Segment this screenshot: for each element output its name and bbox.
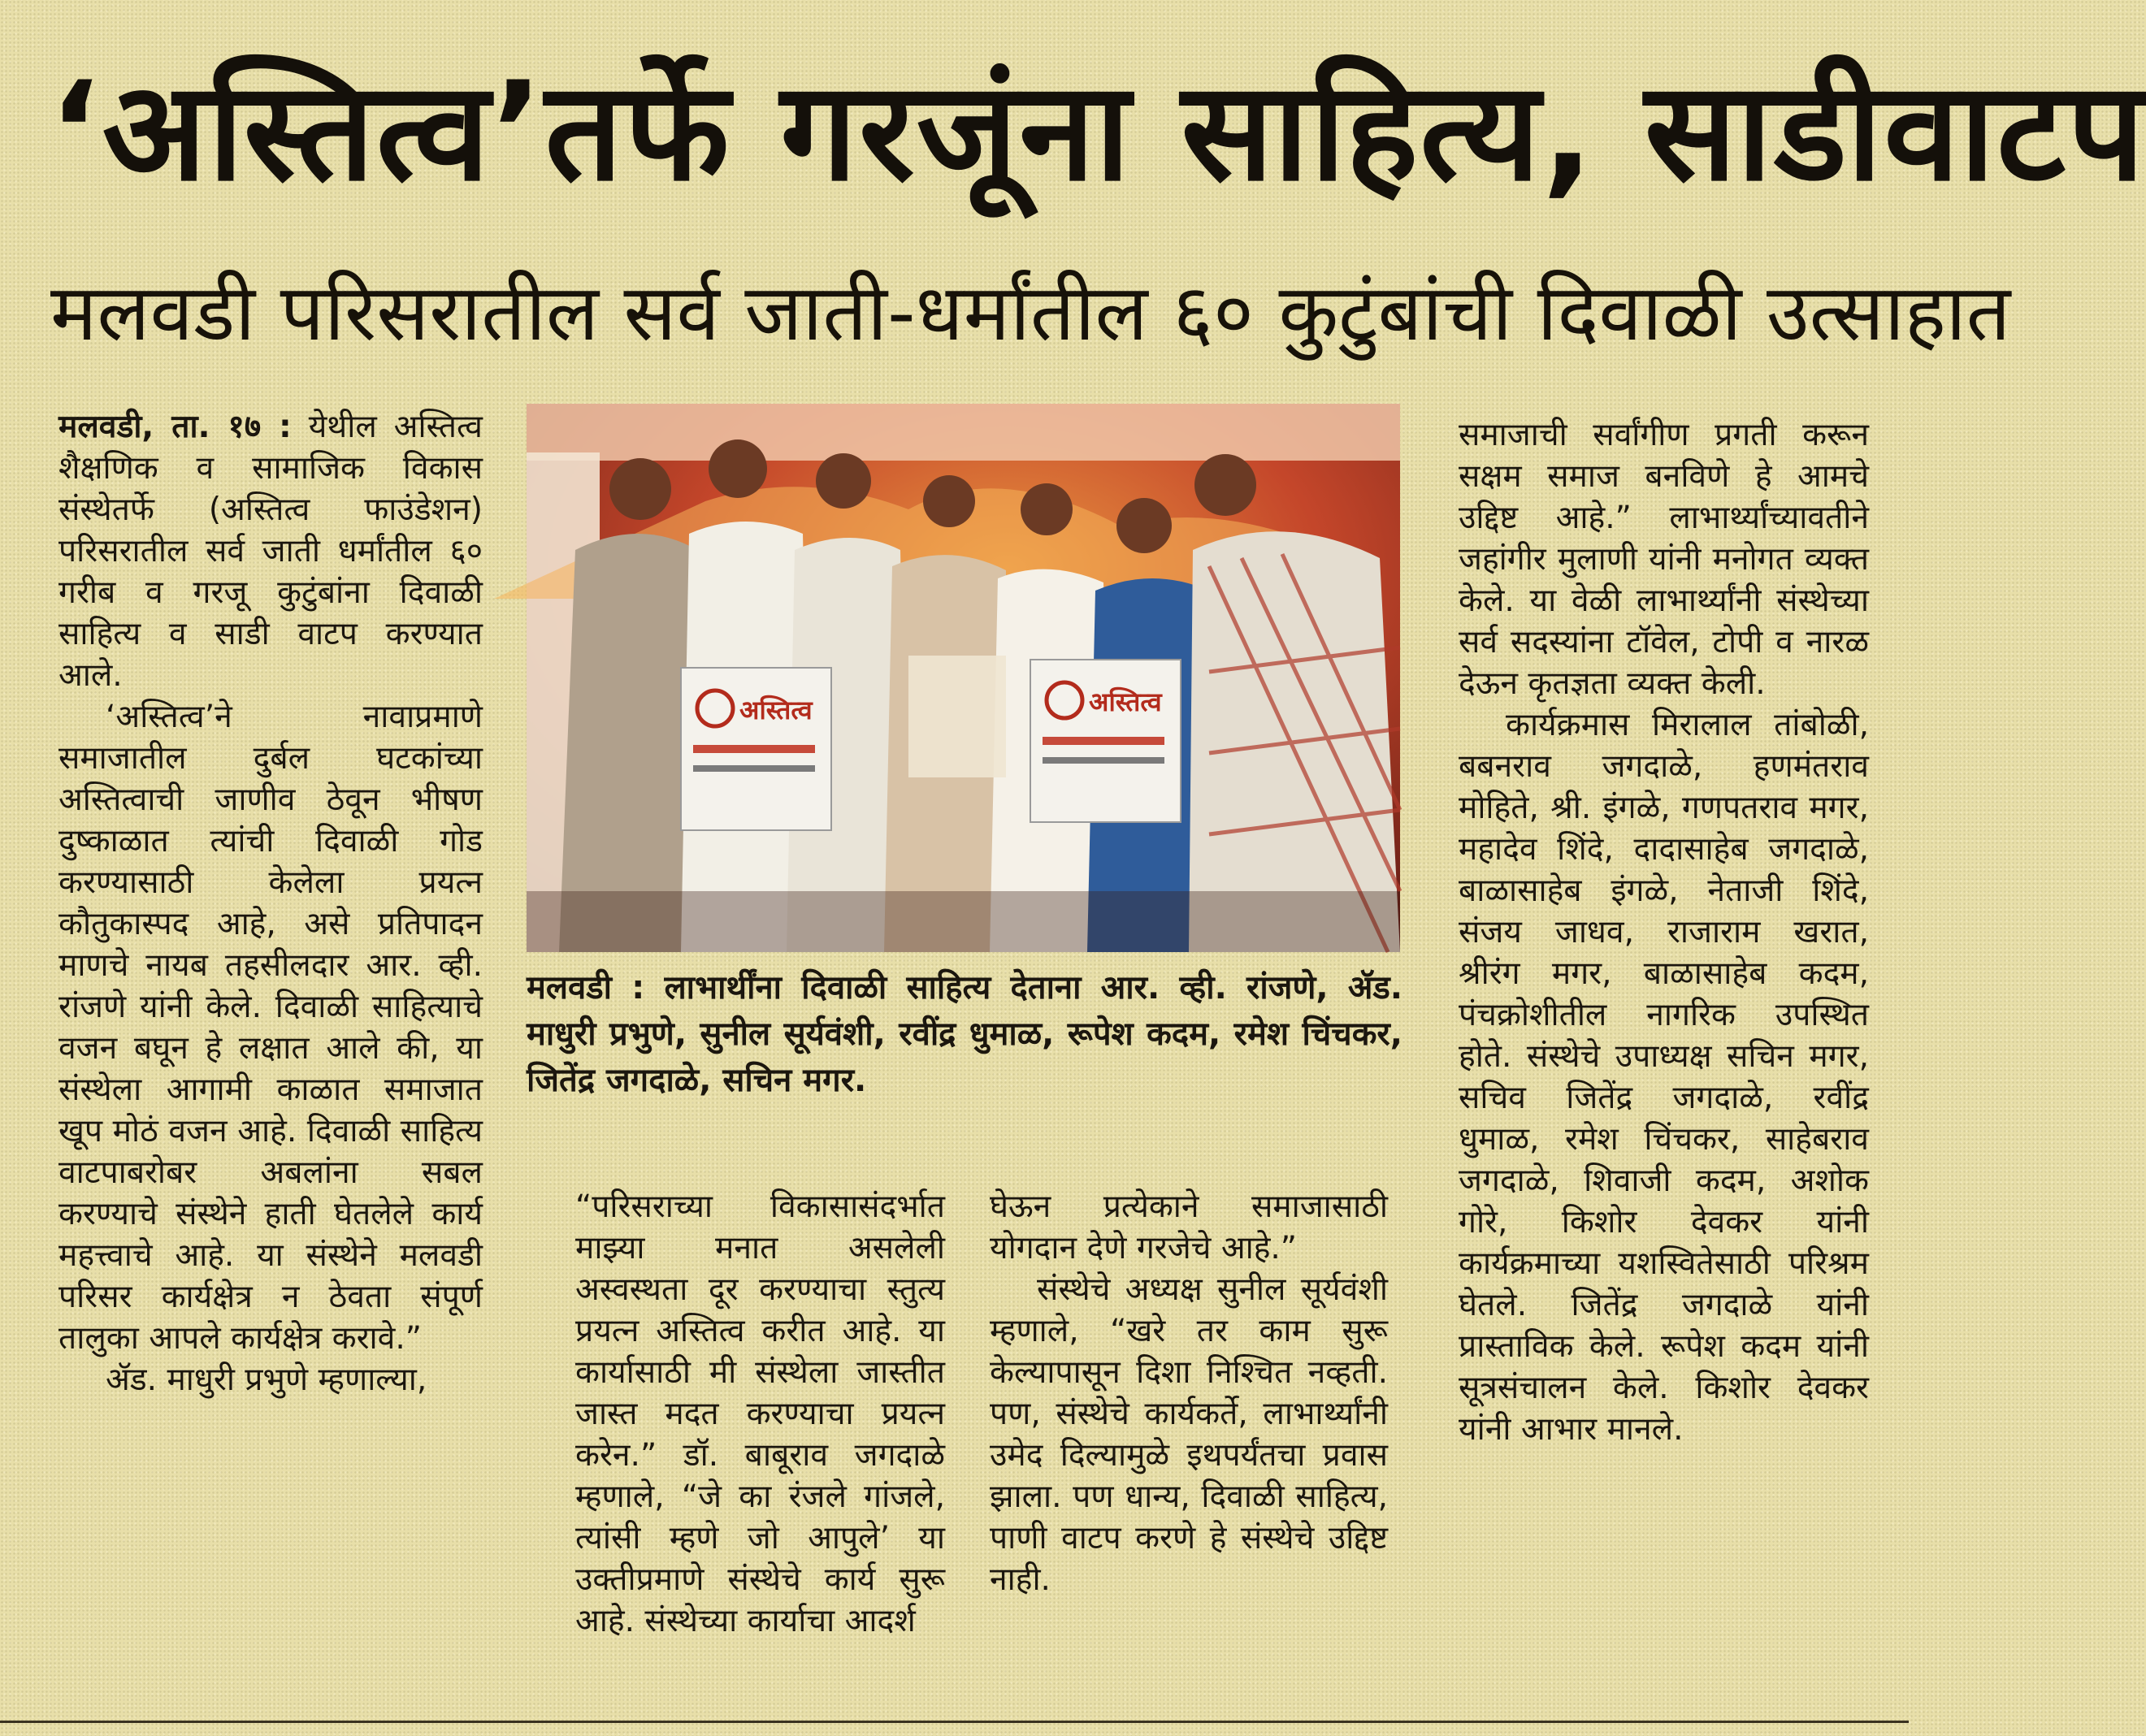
article-column-3 (575, 1186, 945, 1678)
dateline: मलवडी, ता. १७ : (59, 409, 292, 445)
photo-caption (527, 965, 1402, 1128)
paragraph-7: समाजाची सर्वांगीण प्रगती करून सक्षम समाज बनविणे हे आमचे उद्दिष्ट आहे.” लाभार्थ्यांच्यावतीने जहांगीर मुलाणी यांनी मनोगत व्यक्त केले. या वेळी लाभार्थ्यांनी संस्थेच्या सर्व सदस्यांना टॉवेल, टोपी व नारळ देऊन कृतज्ञता व्यक्त केली. (1459, 417, 1869, 702)
article-column-5 (1459, 414, 1869, 1678)
paragraph-4: “परिसराच्या विकासासंदर्भात माझ्या मनात असलेली अस्वस्थता दूर करण्याचा स्तुत्य प्रयत्न अस्तित्व करीत आहे. या कार्यासाठी मी संस्थेला जास्तीत जास्त मदत करण्याचा प्रयत्न करेन.” डॉ. बाबूराव जगदाळे म्हणाले, “जे का रंजले गांजले, त्यांसी म्हणे जो आपुले’ या उक्तीप्रमाणे संस्थेचे कार्य सुरू आहे. संस्थेच्या कार्याचा आदर्श (575, 1188, 945, 1639)
paragraph-2: ‘अस्तित्व’ने नावाप्रमाणे समाजातील दुर्बल घटकांच्या अस्तित्वाची जाणीव ठेवून भीषण दुष्काळात त्यांची दिवाळी गोड करण्यासाठी केलेला प्रयत्न कौतुकास्पद आहे, असे प्रतिपादन माणचे नायब तहसीलदार आर. व्ही. रांजणे यांनी केले. दिवाळी साहित्याचे वजन बघून हे लक्षात आले की, या संस्थेला आगामी काळात समाजात खूप मोठं वजन आहे. दिवाळी साहित्य वाटपाबरोबर अबलांना सबल करण्याचे संस्थेने हाती घेतलेले कार्य महत्त्वाचे आहे. या संस्थेने मलवडी परिसर कार्यक्षेत्र न ठेवता संपूर्ण तालुका आपले कार्यक्षेत्र करावे.” (59, 699, 483, 1357)
paragraph-8: कार्यक्रमास मिरालाल तांबोळी, बबनराव जगदाळे, हणमंतराव मोहिते, श्री. इंगळे, गणपतराव मगर, महादेव शिंदे, दादासाहेब जगदाळे, बाळासाहेब इंगळे, नेताजी शिंदे, संजय जाधव, राजाराम खरात, श्रीरंग मगर, बाळासाहेब कदम, पंचक्रोशीतील नागरिक उपस्थित होते. संस्थेचे उपाध्यक्ष सचिन मगर, सचिव जितेंद्र जगदाळे, रवींद्र धुमाळ, रमेश चिंचकर, साहेबराव जगदाळे, शिवाजी कदम, अशोक गोरे, किशोर देवकर यांनी कार्यक्रमाच्या यशस्वितेसाठी परिश्रम घेतले. जितेंद्र जगदाळे यांनी प्रास्ताविक केले. रूपेश कदम यांनी सूत्रसंचालन केले. किशोर देवकर यांनी आभार मानले. (1459, 707, 1869, 1448)
headline: ‘अस्तित्व’तर्फे गरजूंना साहित्य, साडीवाटप (49, 52, 2146, 211)
news-photo-image (527, 404, 1400, 952)
article-column-1 (59, 406, 483, 1678)
paragraph-6: संस्थेचे अध्यक्ष सुनील सूर्यवंशी म्हणाले, “खरे तर काम सुरू केल्यापासून दिशा निश्चित नव्हती. पण, संस्थेचे कार्यकर्ते, लाभार्थ्यांनी उमेद दिल्यामुळे इथपर्यंतचा प्रवास झाला. पण धान्य, दिवाळी साहित्य, पाणी वाटप करणे हे संस्थेचे उद्दिष्ट नाही. (990, 1271, 1388, 1598)
caption-text: लाभार्थींना दिवाळी साहित्य देताना आर. व्ही. रांजणे, ॲड. माधुरी प्रभुणे, सुनील सूर्यवंशी, रवींद्र धुमाळ, रूपेश कदम, रमेश चिंचकर, जितेंद्र जगदाळे, सचिन मगर. (527, 969, 1402, 1099)
bag-label-right: अस्तित्व (1089, 686, 1162, 717)
bag-label-left: अस्तित्व (739, 695, 813, 725)
bottom-rule (0, 1721, 1909, 1723)
subheadline: मलवडी परिसरातील सर्व जाती-धर्मांतील ६० कुटुंबांची दिवाळी उत्साहात (50, 267, 2011, 358)
news-photo (527, 404, 1400, 952)
paragraph-1-text: येथील अस्तित्व शैक्षणिक व सामाजिक विकास संस्थेतर्फे (अस्तित्व फाउंडेशन) परिसरातील सर्व जाती धर्मांतील ६० गरीब व गरजू कुटुंबांना दिवाळी साहित्य व साडी वाटप करण्यात आले. (59, 409, 483, 694)
caption-lead: मलवडी : (527, 969, 645, 1007)
paragraph-1 (59, 406, 483, 696)
paragraph-3: ॲड. माधुरी प्रभुणे म्हणाल्या, (106, 1362, 427, 1398)
paragraph-5: घेऊन प्रत्येकाने समाजासाठी योगदान देणे गरजेचे आहे.” (990, 1188, 1388, 1266)
article-column-4 (990, 1186, 1388, 1678)
